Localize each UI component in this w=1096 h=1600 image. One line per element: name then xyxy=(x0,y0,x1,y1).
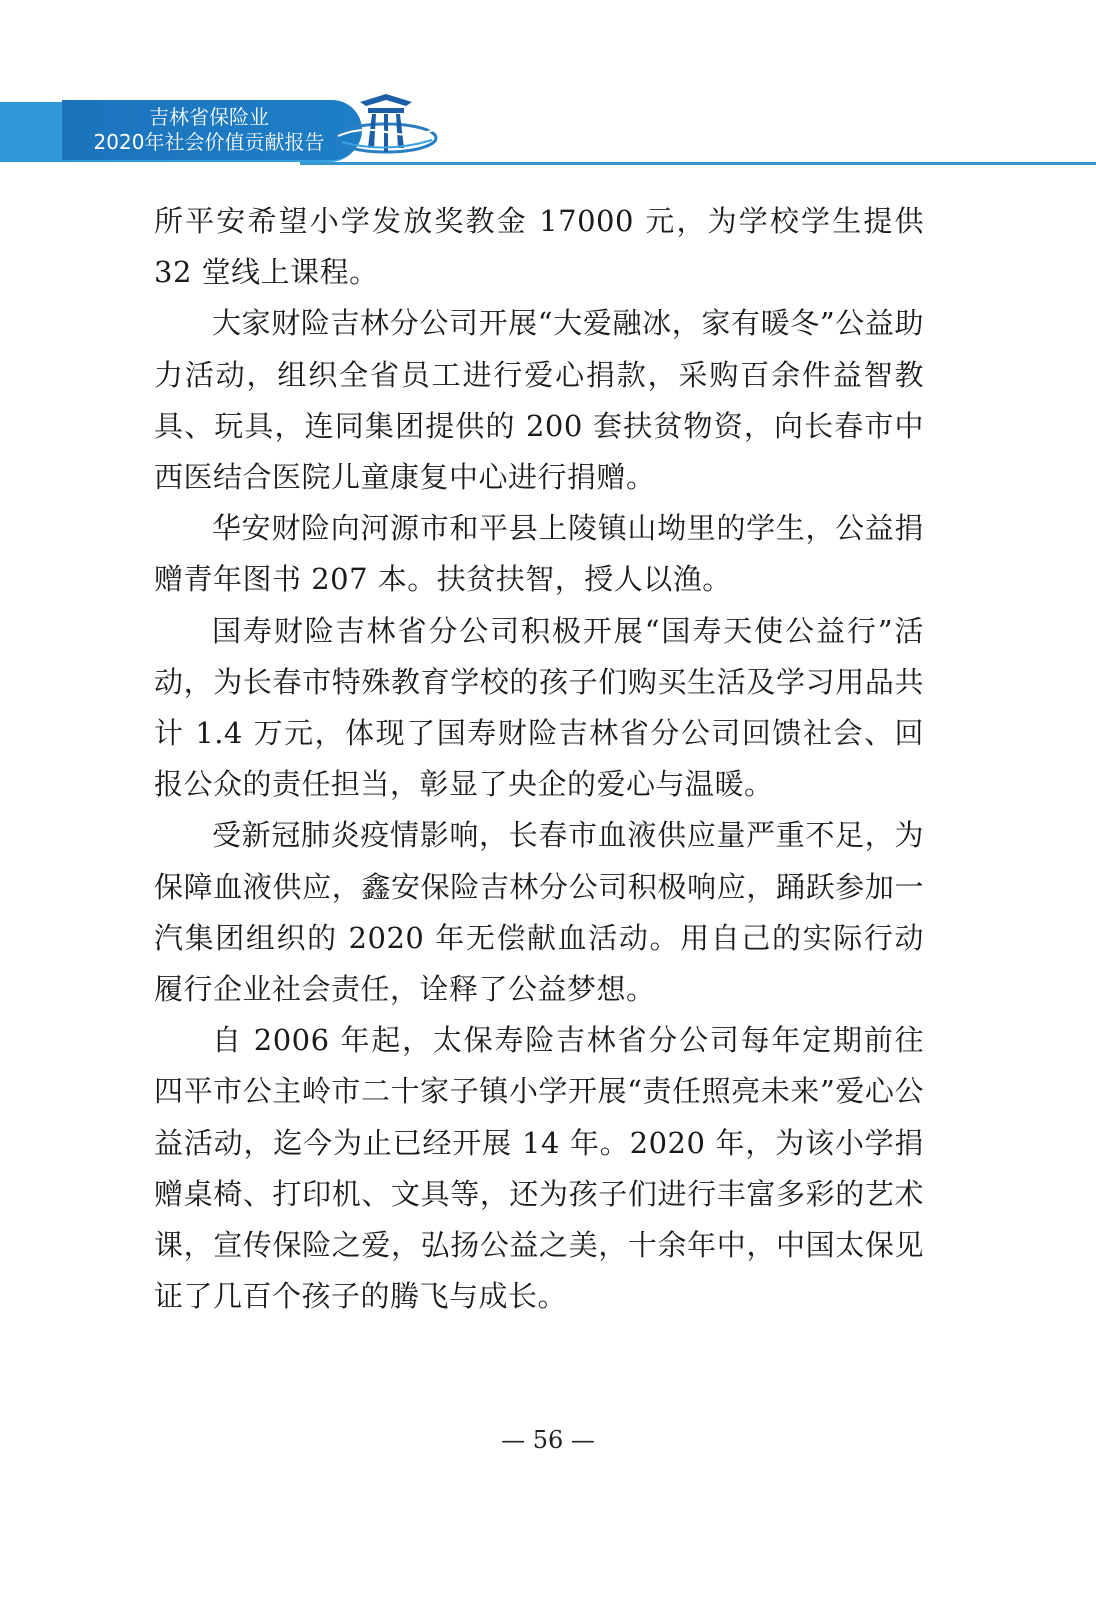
paragraph-4: 国寿财险吉林省分公司积极开展“国寿天使公益行”活动，为长春市特殊教育学校的孩子们购买生活及学习用品共计 1.4 万元，体现了国寿财险吉林省分公司回馈社会、回报公众的责任担当，彰显了央企的爱心与温暖。 xyxy=(154,613,924,802)
paragraph-6: 自 2006 年起，太保寿险吉林省分公司每年定期前往四平市公主岭市二十家子镇小学开展“责任照亮未来”爱心公益活动，迄今为止已经开展 14 年。2020 年，为该小学捐赠桌椅、打印机、文具等，还为孩子们进行丰富多彩的艺术课，宣传保险之爱，弘扬公益之美，十余年中，中国太保见证了几百个孩子的腾飞与成长。 xyxy=(154,1023,924,1314)
header-title-line2: 2020年社会价值贡献报告 xyxy=(93,130,325,154)
paragraph-3: 华安财险向河源市和平县上陵镇山坳里的学生，公益捐赠青年图书 207 本。扶贫扶智，授人以渔。 xyxy=(154,511,924,597)
paragraph-2: 大家财险吉林分公司开展“大爱融冰，家有暖冬”公益助力活动，组织全省员工进行爱心捐款，采购百余件益智教具、玩具，连同集团提供的 200 套扶贫物资，向长春市中西医结合医院儿童康复中心进行捐赠。 xyxy=(154,306,924,495)
paragraph-1: 所平安希望小学发放奖教金 17000 元，为学校学生提供 32 堂线上课程。 xyxy=(154,204,924,290)
header-title-line1: 吉林省保险业 xyxy=(149,105,269,129)
report-header xyxy=(0,100,1096,170)
report-body xyxy=(154,196,924,1322)
pavilion-logo-icon xyxy=(332,92,440,166)
paragraph-5: 受新冠肺炎疫情影响，长春市血液供应量严重不足，为保障血液供应，鑫安保险吉林分公司积极响应，踊跃参加一汽集团组织的 2020 年无偿献血活动。用自己的实际行动履行企业社会责任，诠释了公益梦想。 xyxy=(154,818,924,1007)
header-title xyxy=(74,105,344,155)
page-number: — 56 — xyxy=(501,1426,595,1454)
